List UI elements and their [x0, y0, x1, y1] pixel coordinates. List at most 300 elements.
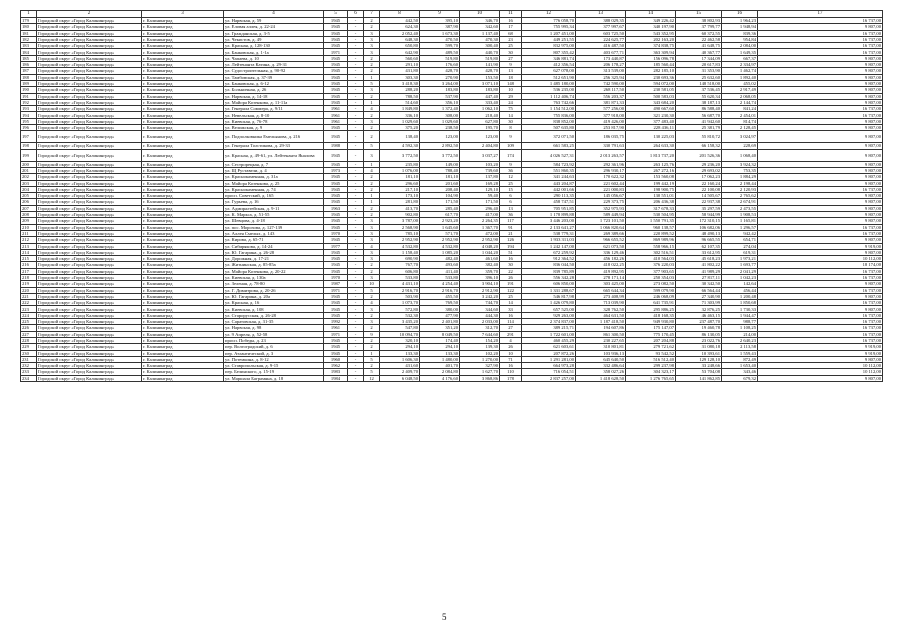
table-cell: 1945	[324, 55, 348, 61]
table-cell: 33 248,66	[676, 363, 722, 369]
table-cell: г. Калининград	[142, 149, 224, 161]
table-cell: Городской округ «Город Калининград»	[37, 212, 142, 218]
table-cell: 3 787,00	[380, 218, 420, 224]
table-cell: Городской округ «Город Калининград»	[37, 112, 142, 118]
table-cell: 755 995,34	[522, 24, 576, 30]
table-cell: 9 807,00	[758, 131, 883, 143]
table-cell: 217	[21, 268, 37, 274]
table-cell: 264 633,30	[626, 143, 676, 149]
table-cell: 55 620,34	[676, 93, 722, 99]
table-cell: 9 807,00	[758, 99, 883, 105]
table-cell: Городской округ «Город Калининград»	[37, 30, 142, 36]
table-cell: 9	[500, 131, 522, 143]
table-cell: 9	[500, 161, 522, 167]
table-cell: 104,90	[420, 193, 460, 199]
table-cell: г. Калининград	[142, 375, 224, 381]
table-cell: 9 807,00	[758, 180, 883, 186]
table-row	[21, 369, 883, 375]
table-row	[21, 243, 883, 249]
table-cell: 530 504,95	[626, 212, 676, 218]
table-cell: г. Калининград	[142, 49, 224, 55]
table-cell: Городской округ «Город Калининград»	[37, 300, 142, 306]
table-cell: 25 632,60	[676, 74, 722, 80]
table-cell: 489,50	[420, 49, 460, 55]
table-row	[21, 306, 883, 312]
table-cell: 4 532,80	[380, 243, 420, 249]
table-cell: 2	[364, 62, 380, 68]
table-row	[21, 62, 883, 68]
table-cell: 599 079,90	[626, 287, 676, 293]
table-cell: 68	[500, 30, 522, 36]
table-cell: 954,84	[722, 36, 758, 42]
table-cell: 769,50	[420, 300, 460, 306]
table-cell: 109	[500, 143, 522, 149]
table-cell: 17 062,23	[676, 174, 722, 180]
table-cell: 10 112,00	[758, 256, 883, 262]
table-cell: 571,70	[420, 230, 460, 236]
table-cell: 201	[21, 167, 37, 173]
table-cell: ул. Банковская, д. 6-12	[224, 80, 324, 86]
table-cell: Городской округ «Город Калининград»	[37, 230, 142, 236]
table-cell: 195,70	[460, 125, 500, 131]
table-cell: 1 291 281,00	[522, 356, 576, 362]
table-cell: -	[348, 350, 364, 356]
table-cell: 349 226,42	[626, 18, 676, 24]
table-row	[21, 55, 883, 61]
table-cell: г. Калининград	[142, 55, 224, 61]
table-cell: ул. Красная, д. 49-61, ул. Лейтенанта Яналова	[224, 149, 324, 161]
table-cell: 2	[364, 186, 380, 192]
table-cell: г. Калининград	[142, 43, 224, 49]
table-cell: 2 892,50	[420, 143, 460, 149]
table-cell: 536 235,00	[522, 87, 576, 93]
table-row	[21, 186, 883, 192]
table-cell: 230 581,05	[626, 87, 676, 93]
table-cell: 6 048,50	[380, 375, 420, 381]
table-cell: г. Калининград	[142, 230, 224, 236]
table-cell: 9 807,00	[758, 55, 883, 61]
table-cell: 3	[364, 319, 380, 325]
table-cell: 1 462,74	[722, 68, 758, 74]
table-cell: 9 919,00	[758, 344, 883, 350]
table-cell: 403 677,71	[576, 49, 626, 55]
table-cell: 36	[500, 167, 522, 173]
table-cell: 223	[21, 306, 37, 312]
table-cell: 9 807,00	[758, 80, 883, 86]
table-cell: 308,00	[420, 112, 460, 118]
table-cell: 1 066 820,64	[576, 224, 626, 230]
table-cell: 9 807,00	[758, 143, 883, 149]
table-cell: 417,00	[460, 212, 500, 218]
table-cell: 460 455,29	[522, 337, 576, 343]
table-cell: 775 170,45	[626, 331, 676, 337]
table-cell: 36	[500, 212, 522, 218]
table-cell: 9 807,00	[758, 218, 883, 224]
table-cell: ул. Старорусская, д. 26-28	[224, 312, 324, 318]
table-cell: -	[348, 300, 364, 306]
table-cell: 1 649,35	[722, 49, 758, 55]
table-cell: 679,32	[722, 375, 758, 381]
table-cell: 3	[364, 149, 380, 161]
table-cell: г. Калининград	[142, 36, 224, 42]
table-cell: ул. Потемкина, д. 8-12	[224, 356, 324, 362]
table-row	[21, 205, 883, 211]
table-cell: 226	[21, 325, 37, 331]
table-cell: 312,70	[460, 325, 500, 331]
table-cell: 210	[21, 224, 37, 230]
table-cell: -	[348, 319, 364, 325]
table-cell: 428,70	[460, 68, 500, 74]
table-cell: 214,00	[722, 331, 758, 337]
table-cell: 179	[21, 18, 37, 24]
table-cell: 59,40	[460, 193, 500, 199]
table-cell: Городской округ «Город Калининград»	[37, 18, 142, 24]
table-cell: 220 899,52	[626, 230, 676, 236]
table-cell: -	[348, 281, 364, 287]
table-row	[21, 68, 883, 74]
table-cell: 174	[500, 149, 522, 161]
table-cell: 1 722 601,00	[522, 331, 576, 337]
table-row	[21, 149, 883, 161]
table-cell: г. Калининград	[142, 30, 224, 36]
table-cell: 617,70	[420, 212, 460, 218]
table-cell: 2	[364, 24, 380, 30]
table-cell: 22	[500, 268, 522, 274]
table-cell: 410 564,03	[626, 256, 676, 262]
table-cell: 560,60	[380, 55, 420, 61]
table-cell: 1	[364, 193, 380, 199]
table-cell: 431,80	[380, 68, 420, 74]
table-cell: 1 559,43	[722, 350, 758, 356]
table-cell: 389 215,71	[522, 325, 576, 331]
table-cell: 137,80	[460, 174, 500, 180]
table-cell: 285,40	[420, 205, 460, 211]
table-cell: 26	[500, 274, 522, 280]
table-cell: 428,70	[420, 68, 460, 74]
table-cell: ул. Дорожная, д. 17-21	[224, 256, 324, 262]
table-cell: 188	[21, 74, 37, 80]
table-cell: 71	[500, 356, 522, 362]
table-cell: 1 029,60	[380, 118, 420, 124]
table-cell: 477,90	[420, 312, 460, 318]
table-cell: ул. Нарвская, д. 59	[224, 18, 324, 24]
table-cell: 2 013 263,57	[576, 149, 626, 161]
column-number-cell: 1	[21, 11, 37, 18]
table-cell: 291,10	[380, 62, 420, 68]
table-cell: 3	[364, 249, 380, 255]
table-cell: 1 948,94	[722, 24, 758, 30]
table-cell: Городской округ «Город Калининград»	[37, 62, 142, 68]
table-cell: ул. Нарвская, д. 14-18	[224, 93, 324, 99]
table-cell: г. Калининград	[142, 167, 224, 173]
table-cell: 2 916,70	[380, 287, 420, 293]
table-cell: 1945	[324, 268, 348, 274]
table-cell: 10	[500, 87, 522, 93]
table-cell: 228 436,11	[626, 125, 676, 131]
table-cell: 16 737,00	[758, 30, 883, 36]
table-cell: 2 128,45	[722, 125, 758, 131]
table-cell: г. Калининград	[142, 312, 224, 318]
table-cell: -	[348, 30, 364, 36]
table-cell: 949 930,80	[626, 319, 676, 325]
table-cell: 35 297,59	[676, 205, 722, 211]
table-cell: ул. Еловая аллея, д. 22-24	[224, 24, 324, 30]
table-cell: 1 723 101,50	[576, 218, 626, 224]
table-cell: 229	[21, 344, 37, 350]
table-cell: 3	[364, 87, 380, 93]
table-cell: 2 404,80	[460, 143, 500, 149]
table-cell: 221 000,83	[576, 186, 626, 192]
table-cell: 133,30	[380, 350, 420, 356]
table-cell: 225	[21, 319, 37, 325]
table-cell: Городской округ «Город Калининград»	[37, 199, 142, 205]
table-cell: г. Калининград	[142, 274, 224, 280]
table-cell: 9 807,00	[758, 281, 883, 287]
table-cell: 621 603,61	[522, 344, 576, 350]
table-cell: 1 372,40	[420, 106, 460, 112]
table-cell: Городской округ «Город Калининград»	[37, 256, 142, 262]
table-cell: 184	[21, 49, 37, 55]
table-cell: 16 737,00	[758, 230, 883, 236]
table-cell: 269 389,66	[576, 230, 626, 236]
table-cell: 9 807,00	[758, 125, 883, 131]
table-cell: 9 807,00	[758, 205, 883, 211]
table-cell: 176,60	[420, 62, 460, 68]
table-cell: ул. Тамбовская, д. 37-39	[224, 74, 324, 80]
table-cell: ул. Шевцова, д. 4-18	[224, 218, 324, 224]
table-cell: 1945	[324, 300, 348, 306]
table-cell: 713 039,90	[576, 300, 626, 306]
table-cell: 4	[500, 337, 522, 343]
table-cell: Городской округ «Город Калининград»	[37, 143, 142, 149]
table-cell: 29 693,02	[676, 167, 722, 173]
table-cell: ул. Краснокаменная, д. 74	[224, 186, 324, 192]
table-cell: 1945	[324, 62, 348, 68]
table-cell: 533,80	[420, 274, 460, 280]
table-cell: 197	[21, 131, 37, 143]
table-cell: Городской округ «Город Калининград»	[37, 24, 142, 30]
table-cell: 9 807,00	[758, 74, 883, 80]
table-cell: 1 276 765,65	[626, 375, 676, 381]
table-cell: -	[348, 237, 364, 243]
table-cell: 343 684,20	[626, 99, 676, 105]
table-cell: 839 785,89	[522, 268, 576, 274]
table-cell: 330 791,63	[576, 143, 626, 149]
table-cell: 199	[21, 149, 37, 161]
table-cell: ул. Житнинская, д. 85-85а	[224, 262, 324, 268]
table-cell: 9 919,00	[758, 350, 883, 356]
table-cell: г. Калининград	[142, 256, 224, 262]
table-cell: 1 850,68	[722, 300, 758, 306]
table-cell: 66 564,44	[676, 287, 722, 293]
table-cell: 214	[21, 249, 37, 255]
table-cell: 33	[500, 306, 522, 312]
table-row	[21, 118, 883, 124]
table-cell: 9 807,00	[758, 62, 883, 68]
table-cell: 572,80	[380, 306, 420, 312]
table-cell: 16 737,00	[758, 319, 883, 325]
table-cell: Городской округ «Город Калининград»	[37, 36, 142, 42]
table-cell: Городской округ «Город Калининград»	[37, 319, 142, 325]
table-cell: 442 001,66	[522, 186, 576, 192]
table-cell: г. Калининград	[142, 363, 224, 369]
table-cell: 1961	[324, 325, 348, 331]
table-cell: 3 418,30	[380, 80, 420, 86]
table-cell: ул. Ю. Гагарина, д. 26-28	[224, 249, 324, 255]
table-cell: 103,20	[460, 161, 500, 167]
table-cell: 3	[364, 237, 380, 243]
table-cell: 340 197,90	[626, 24, 676, 30]
table-cell: г. Калининград	[142, 180, 224, 186]
table-cell: 1971	[324, 49, 348, 55]
table-cell: 2 144,74	[722, 99, 758, 105]
table-cell: ул. Банковская, д. 1-1а	[224, 49, 324, 55]
table-row	[21, 262, 883, 268]
table-cell: 230	[21, 350, 37, 356]
table-cell: Городской округ «Город Калининград»	[37, 68, 142, 74]
table-row	[21, 212, 883, 218]
table-cell: 1945	[324, 93, 348, 99]
table-cell: 2 409,70	[380, 369, 420, 375]
table-cell: 556 203,37	[576, 93, 626, 99]
table-cell: 148 518,00	[676, 80, 722, 86]
table-cell: 2 837 257,00	[522, 375, 576, 381]
table-cell: Городской округ «Город Калининград»	[37, 262, 142, 268]
table-cell: -	[348, 93, 364, 99]
table-cell: Городской округ «Город Калининград»	[37, 131, 142, 143]
table-cell: 233	[21, 369, 37, 375]
table-cell: 183,80	[420, 87, 460, 93]
table-row	[21, 30, 883, 36]
table-cell: 209	[21, 218, 37, 224]
table-cell: 56 687,70	[676, 112, 722, 118]
table-cell: 320,10	[380, 337, 420, 343]
table-cell: 776 058,70	[522, 18, 576, 24]
table-cell: 123,00	[420, 131, 460, 143]
table-cell: 1	[364, 74, 380, 80]
table-cell: -	[348, 112, 364, 118]
table-cell: г. Калининград	[142, 193, 224, 199]
table-cell: ул. Зеленая, д. 78-80	[224, 281, 324, 287]
table-cell: г. Калининград	[142, 62, 224, 68]
table-cell: 1 296,57	[722, 224, 758, 230]
table-cell: 41 942,60	[676, 118, 722, 124]
table-cell: ул. Красная, д. 128-130	[224, 43, 324, 49]
table-body	[21, 11, 883, 382]
table-cell: 763 742,66	[522, 99, 576, 105]
table-cell: г. Калининград	[142, 344, 224, 350]
table-row	[21, 36, 883, 42]
table-cell: 215	[21, 256, 37, 262]
table-cell: г. Калининград	[142, 287, 224, 293]
table-cell: -	[348, 331, 364, 337]
table-cell: 377 483,40	[626, 118, 676, 124]
table-cell: 912 364,52	[522, 256, 576, 262]
table-row	[21, 218, 883, 224]
table-cell: 25 381,79	[676, 125, 722, 131]
table-cell: 103 936,13	[576, 350, 626, 356]
table-cell: 102,20	[460, 350, 500, 356]
table-cell: 250 354,03	[626, 274, 676, 280]
table-cell: 22 160,24	[676, 180, 722, 186]
table-cell: ул. Сибирякова, д. 14-24	[224, 243, 324, 249]
table-cell: 1 627,70	[460, 369, 500, 375]
table-cell: 589 449,94	[576, 212, 626, 218]
table-cell: 205	[21, 193, 37, 199]
table-cell: 148	[500, 80, 522, 86]
table-cell: 41 989,29	[676, 268, 722, 274]
table-cell: 256 325,94	[576, 74, 626, 80]
table-cell: 9 807,00	[758, 199, 883, 205]
table-cell: 966 655,52	[576, 237, 626, 243]
table-cell: 9	[364, 331, 380, 337]
table-cell: 288,20	[380, 87, 420, 93]
table-cell: 172 310,15	[676, 218, 722, 224]
table-cell: 2	[364, 205, 380, 211]
table-cell: 1 207 451,00	[522, 30, 576, 36]
table-cell: г. Калининград	[142, 268, 224, 274]
column-number-cell: 15	[676, 11, 722, 18]
table-cell: 229 373,75	[576, 199, 626, 205]
table-cell: 41 802,22	[676, 262, 722, 268]
table-cell: 3 024,97	[722, 131, 758, 143]
table-cell: 86 588,40	[676, 106, 722, 112]
table-cell: 363 309,94	[626, 49, 676, 55]
table-cell: 418 022,25	[576, 262, 626, 268]
table-cell: 66 158,32	[676, 143, 722, 149]
table-cell: 221	[21, 293, 37, 299]
table-cell: 213	[21, 243, 37, 249]
table-cell: 154,20	[460, 337, 500, 343]
table-cell: просп. Советский, д. 165	[224, 193, 324, 199]
column-number-cell: 13	[576, 11, 626, 18]
table-cell: 16 737,00	[758, 49, 883, 55]
table-cell: -	[348, 161, 364, 167]
table-cell: г. Калининград	[142, 212, 224, 218]
column-number-cell: 14	[626, 11, 676, 18]
table-cell: 9 807,00	[758, 161, 883, 167]
table-cell: 1 480,00	[420, 356, 460, 362]
table-cell: 624,30	[380, 24, 420, 30]
table-cell: 45 618,23	[676, 256, 722, 262]
table-cell: Городской округ «Город Калининград»	[37, 99, 142, 105]
table-row	[21, 167, 883, 173]
table-cell: 32 876,25	[676, 306, 722, 312]
table-cell: 1945	[324, 186, 348, 192]
table-cell: 744,70	[460, 300, 500, 306]
table-cell: 1 884,29	[722, 174, 758, 180]
table-cell: Городской округ «Город Калининград»	[37, 237, 142, 243]
table-row	[21, 331, 883, 337]
table-cell: 16	[500, 18, 522, 24]
table-cell: 627,80	[460, 118, 500, 124]
table-cell: 807 355,42	[522, 49, 576, 55]
table-cell: 3 868,86	[460, 375, 500, 381]
table-cell: 832 975,00	[522, 43, 576, 49]
table-cell: 16 737,00	[758, 106, 883, 112]
column-number-cell: 9	[420, 11, 460, 18]
table-cell: 38 802,93	[676, 18, 722, 24]
table-cell: 1945	[324, 256, 348, 262]
table-cell: г. Калининград	[142, 131, 224, 143]
table-cell: -	[348, 256, 364, 262]
table-cell: 503,90	[380, 293, 420, 299]
table-cell: 1945	[324, 87, 348, 93]
table-cell: Городской округ «Город Калининград»	[37, 93, 142, 99]
table-cell: г. Калининград	[142, 300, 224, 306]
table-cell: -	[348, 375, 364, 381]
table-cell: 10 094,70	[380, 331, 420, 337]
